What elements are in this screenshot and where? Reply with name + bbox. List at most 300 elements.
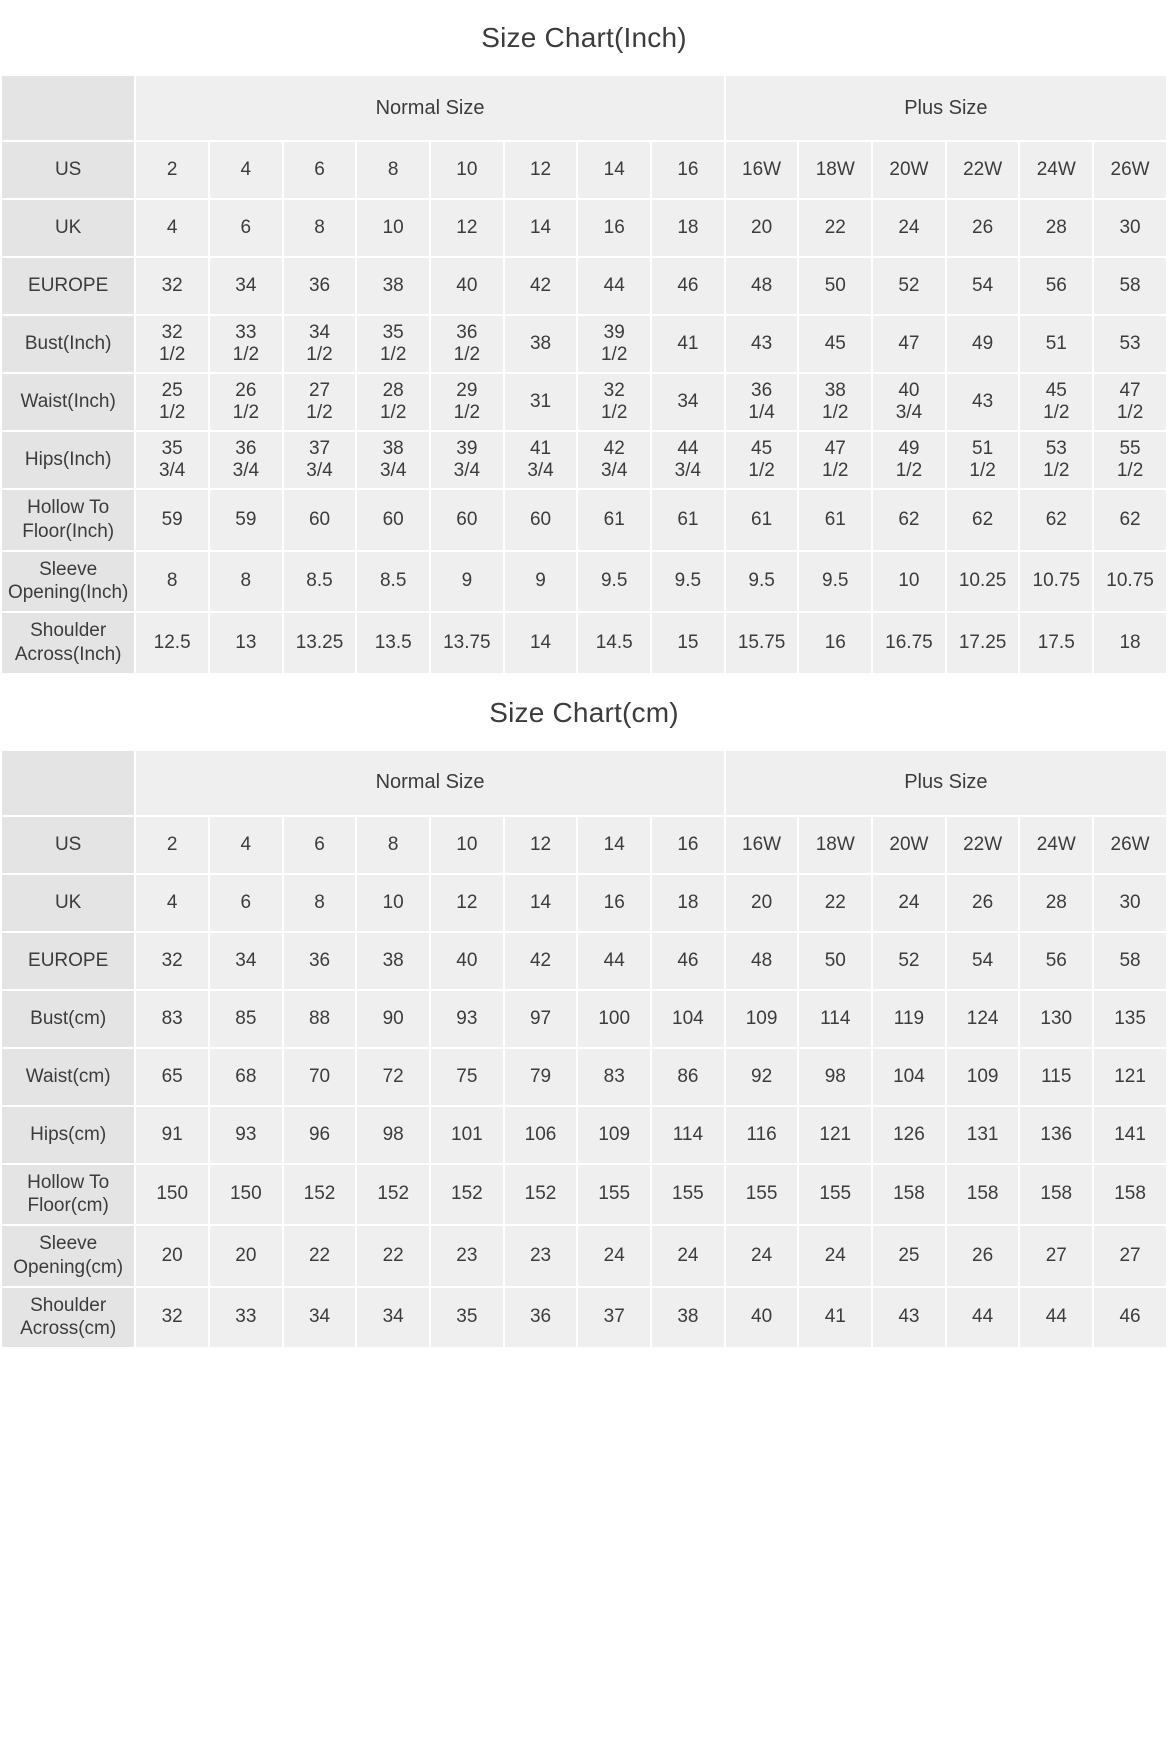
cell-r1-c4: 12	[430, 874, 504, 932]
cell-r0-c3: 8	[356, 141, 430, 199]
cell-r5-c8: 45 1/2	[725, 431, 799, 489]
cell-r4-c5: 79	[504, 1048, 578, 1106]
cell-r1-c7: 18	[651, 874, 725, 932]
cell-r8-c13: 18	[1093, 612, 1167, 674]
table-row	[1, 612, 1167, 674]
cell-r1-c9: 22	[798, 874, 872, 932]
cell-r8-c4: 35	[430, 1287, 504, 1349]
table-group-header-row	[1, 75, 1167, 141]
table-row	[1, 1287, 1167, 1349]
cell-r0-c6: 14	[577, 141, 651, 199]
group-header-1: Plus Size	[725, 750, 1167, 816]
cell-r8-c5: 36	[504, 1287, 578, 1349]
row-header-0: US	[1, 816, 135, 874]
cell-r4-c8: 36 1/4	[725, 373, 799, 431]
cell-r6-c2: 60	[283, 489, 357, 551]
cell-r3-c12: 51	[1019, 315, 1093, 373]
cell-r2-c9: 50	[798, 257, 872, 315]
cell-r7-c2: 22	[283, 1225, 357, 1287]
cell-r0-c9: 18W	[798, 141, 872, 199]
cell-r3-c1: 33 1/2	[209, 315, 283, 373]
row-header-3: Bust(cm)	[1, 990, 135, 1048]
cell-r6-c7: 155	[651, 1164, 725, 1226]
cell-r6-c5: 60	[504, 489, 578, 551]
table-row	[1, 489, 1167, 551]
cell-r2-c10: 52	[872, 932, 946, 990]
cell-r2-c6: 44	[577, 932, 651, 990]
cell-r4-c3: 72	[356, 1048, 430, 1106]
cell-r5-c4: 101	[430, 1106, 504, 1164]
cell-r4-c7: 86	[651, 1048, 725, 1106]
cell-r6-c9: 155	[798, 1164, 872, 1226]
cell-r5-c10: 49 1/2	[872, 431, 946, 489]
cell-r3-c6: 39 1/2	[577, 315, 651, 373]
cell-r6-c4: 152	[430, 1164, 504, 1226]
cell-r0-c13: 26W	[1093, 816, 1167, 874]
cell-r8-c3: 13.5	[356, 612, 430, 674]
cell-r8-c2: 34	[283, 1287, 357, 1349]
row-header-0: US	[1, 141, 135, 199]
cell-r6-c4: 60	[430, 489, 504, 551]
cell-r8-c9: 41	[798, 1287, 872, 1349]
cell-r8-c13: 46	[1093, 1287, 1167, 1349]
cell-r2-c1: 34	[209, 257, 283, 315]
cell-r4-c2: 27 1/2	[283, 373, 357, 431]
cell-r5-c1: 93	[209, 1106, 283, 1164]
cell-r4-c5: 31	[504, 373, 578, 431]
cell-r5-c7: 44 3/4	[651, 431, 725, 489]
table-row	[1, 551, 1167, 613]
cell-r4-c2: 70	[283, 1048, 357, 1106]
cell-r0-c11: 22W	[946, 141, 1020, 199]
cell-r1-c13: 30	[1093, 874, 1167, 932]
cell-r6-c12: 158	[1019, 1164, 1093, 1226]
cell-r4-c7: 34	[651, 373, 725, 431]
cell-r2-c7: 46	[651, 257, 725, 315]
cell-r1-c12: 28	[1019, 874, 1093, 932]
cell-r7-c2: 8.5	[283, 551, 357, 613]
cell-r0-c4: 10	[430, 816, 504, 874]
cell-r6-c7: 61	[651, 489, 725, 551]
table-row	[1, 315, 1167, 373]
cell-r7-c3: 8.5	[356, 551, 430, 613]
cell-r5-c12: 136	[1019, 1106, 1093, 1164]
cell-r8-c8: 15.75	[725, 612, 799, 674]
cell-r1-c1: 6	[209, 874, 283, 932]
cell-r1-c0: 4	[135, 199, 209, 257]
cell-r0-c8: 16W	[725, 141, 799, 199]
cell-r3-c2: 88	[283, 990, 357, 1048]
cell-r6-c5: 152	[504, 1164, 578, 1226]
table-row	[1, 373, 1167, 431]
cell-r6-c1: 59	[209, 489, 283, 551]
cell-r0-c8: 16W	[725, 816, 799, 874]
row-header-1: UK	[1, 199, 135, 257]
cell-r0-c10: 20W	[872, 141, 946, 199]
cell-r7-c7: 24	[651, 1225, 725, 1287]
cell-r0-c5: 12	[504, 141, 578, 199]
cell-r0-c7: 16	[651, 141, 725, 199]
cell-r0-c2: 6	[283, 141, 357, 199]
cell-r2-c9: 50	[798, 932, 872, 990]
cell-r5-c13: 55 1/2	[1093, 431, 1167, 489]
cell-r1-c8: 20	[725, 199, 799, 257]
cell-r3-c7: 104	[651, 990, 725, 1048]
cell-r8-c6: 14.5	[577, 612, 651, 674]
cell-r4-c4: 29 1/2	[430, 373, 504, 431]
cell-r0-c1: 4	[209, 816, 283, 874]
cell-r6-c13: 62	[1093, 489, 1167, 551]
cell-r4-c3: 28 1/2	[356, 373, 430, 431]
cell-r0-c13: 26W	[1093, 141, 1167, 199]
table-row	[1, 141, 1167, 199]
cell-r7-c13: 10.75	[1093, 551, 1167, 613]
cell-r5-c9: 47 1/2	[798, 431, 872, 489]
cell-r5-c6: 109	[577, 1106, 651, 1164]
row-header-5: Hips(cm)	[1, 1106, 135, 1164]
cell-r1-c5: 14	[504, 199, 578, 257]
table-group-header-row	[1, 750, 1167, 816]
group-header-1: Plus Size	[725, 75, 1167, 141]
cell-r0-c12: 24W	[1019, 141, 1093, 199]
cell-r2-c11: 54	[946, 257, 1020, 315]
cell-r4-c1: 68	[209, 1048, 283, 1106]
cell-r6-c10: 158	[872, 1164, 946, 1226]
cell-r5-c5: 41 3/4	[504, 431, 578, 489]
cell-r6-c9: 61	[798, 489, 872, 551]
cell-r4-c0: 25 1/2	[135, 373, 209, 431]
cell-r4-c0: 65	[135, 1048, 209, 1106]
cell-r3-c3: 35 1/2	[356, 315, 430, 373]
table-row	[1, 932, 1167, 990]
cell-r7-c6: 24	[577, 1225, 651, 1287]
cell-r6-c8: 61	[725, 489, 799, 551]
cell-r7-c5: 9	[504, 551, 578, 613]
cell-r1-c4: 12	[430, 199, 504, 257]
cell-r8-c11: 44	[946, 1287, 1020, 1349]
cell-r5-c13: 141	[1093, 1106, 1167, 1164]
cell-r8-c5: 14	[504, 612, 578, 674]
row-header-4: Waist(Inch)	[1, 373, 135, 431]
cell-r3-c12: 130	[1019, 990, 1093, 1048]
cell-r3-c7: 41	[651, 315, 725, 373]
cell-r3-c0: 32 1/2	[135, 315, 209, 373]
cell-r4-c12: 45 1/2	[1019, 373, 1093, 431]
cell-r5-c12: 53 1/2	[1019, 431, 1093, 489]
cell-r0-c1: 4	[209, 141, 283, 199]
cell-r8-c3: 34	[356, 1287, 430, 1349]
cell-r1-c13: 30	[1093, 199, 1167, 257]
group-header-0: Normal Size	[135, 75, 724, 141]
cell-r0-c2: 6	[283, 816, 357, 874]
cell-r8-c7: 15	[651, 612, 725, 674]
cell-r5-c0: 91	[135, 1106, 209, 1164]
cell-r6-c8: 155	[725, 1164, 799, 1226]
cell-r3-c4: 93	[430, 990, 504, 1048]
cell-r4-c13: 47 1/2	[1093, 373, 1167, 431]
cell-r7-c9: 24	[798, 1225, 872, 1287]
cell-r7-c13: 27	[1093, 1225, 1167, 1287]
cell-r7-c12: 27	[1019, 1225, 1093, 1287]
cell-r1-c6: 16	[577, 199, 651, 257]
cell-r3-c1: 85	[209, 990, 283, 1048]
cell-r3-c5: 38	[504, 315, 578, 373]
cell-r7-c4: 23	[430, 1225, 504, 1287]
cell-r0-c7: 16	[651, 816, 725, 874]
table-row	[1, 257, 1167, 315]
row-header-6: Hollow To Floor(Inch)	[1, 489, 135, 551]
cell-r1-c0: 4	[135, 874, 209, 932]
table-row	[1, 199, 1167, 257]
cell-r7-c10: 10	[872, 551, 946, 613]
cell-r6-c11: 158	[946, 1164, 1020, 1226]
row-header-2: EUROPE	[1, 257, 135, 315]
cell-r2-c13: 58	[1093, 932, 1167, 990]
chart-title-1: Size Chart(cm)	[489, 696, 679, 728]
cell-r3-c6: 100	[577, 990, 651, 1048]
cell-r5-c3: 98	[356, 1106, 430, 1164]
cell-r7-c12: 10.75	[1019, 551, 1093, 613]
cell-r1-c12: 28	[1019, 199, 1093, 257]
table-row	[1, 1048, 1167, 1106]
cell-r7-c8: 24	[725, 1225, 799, 1287]
cell-r1-c10: 24	[872, 874, 946, 932]
size-table-1	[0, 749, 1168, 1350]
cell-r3-c10: 47	[872, 315, 946, 373]
cell-r8-c0: 32	[135, 1287, 209, 1349]
cell-r8-c2: 13.25	[283, 612, 357, 674]
cell-r5-c11: 51 1/2	[946, 431, 1020, 489]
cell-r2-c0: 32	[135, 257, 209, 315]
cell-r7-c10: 25	[872, 1225, 946, 1287]
cell-r2-c7: 46	[651, 932, 725, 990]
cell-r3-c8: 109	[725, 990, 799, 1048]
cell-r6-c1: 150	[209, 1164, 283, 1226]
cell-r8-c10: 16.75	[872, 612, 946, 674]
cell-r1-c5: 14	[504, 874, 578, 932]
cell-r6-c12: 62	[1019, 489, 1093, 551]
cell-r0-c0: 2	[135, 141, 209, 199]
cell-r4-c1: 26 1/2	[209, 373, 283, 431]
cell-r4-c6: 83	[577, 1048, 651, 1106]
cell-r3-c4: 36 1/2	[430, 315, 504, 373]
cell-r7-c6: 9.5	[577, 551, 651, 613]
cell-r5-c11: 131	[946, 1106, 1020, 1164]
cell-r5-c2: 37 3/4	[283, 431, 357, 489]
cell-r2-c3: 38	[356, 932, 430, 990]
cell-r3-c11: 49	[946, 315, 1020, 373]
cell-r4-c11: 43	[946, 373, 1020, 431]
cell-r8-c6: 37	[577, 1287, 651, 1349]
cell-r0-c11: 22W	[946, 816, 1020, 874]
row-header-1: UK	[1, 874, 135, 932]
cell-r7-c0: 20	[135, 1225, 209, 1287]
cell-r4-c4: 75	[430, 1048, 504, 1106]
cell-r4-c6: 32 1/2	[577, 373, 651, 431]
cell-r1-c1: 6	[209, 199, 283, 257]
cell-r3-c8: 43	[725, 315, 799, 373]
cell-r1-c10: 24	[872, 199, 946, 257]
cell-r5-c10: 126	[872, 1106, 946, 1164]
row-header-5: Hips(Inch)	[1, 431, 135, 489]
cell-r6-c11: 62	[946, 489, 1020, 551]
cell-r7-c11: 10.25	[946, 551, 1020, 613]
cell-r2-c11: 54	[946, 932, 1020, 990]
cell-r7-c3: 22	[356, 1225, 430, 1287]
cell-r2-c8: 48	[725, 932, 799, 990]
table-corner-cell	[1, 750, 135, 816]
table-row	[1, 1106, 1167, 1164]
cell-r7-c4: 9	[430, 551, 504, 613]
cell-r3-c13: 53	[1093, 315, 1167, 373]
cell-r5-c8: 116	[725, 1106, 799, 1164]
cell-r8-c8: 40	[725, 1287, 799, 1349]
cell-r0-c5: 12	[504, 816, 578, 874]
cell-r8-c1: 33	[209, 1287, 283, 1349]
cell-r7-c0: 8	[135, 551, 209, 613]
cell-r2-c4: 40	[430, 932, 504, 990]
cell-r3-c13: 135	[1093, 990, 1167, 1048]
cell-r1-c7: 18	[651, 199, 725, 257]
cell-r2-c12: 56	[1019, 932, 1093, 990]
table-row	[1, 816, 1167, 874]
cell-r1-c3: 10	[356, 199, 430, 257]
cell-r6-c2: 152	[283, 1164, 357, 1226]
cell-r3-c9: 45	[798, 315, 872, 373]
cell-r6-c6: 155	[577, 1164, 651, 1226]
cell-r5-c7: 114	[651, 1106, 725, 1164]
row-header-7: Sleeve Opening(cm)	[1, 1225, 135, 1287]
cell-r5-c6: 42 3/4	[577, 431, 651, 489]
table-row	[1, 431, 1167, 489]
cell-r7-c1: 20	[209, 1225, 283, 1287]
table-corner-cell	[1, 75, 135, 141]
cell-r0-c6: 14	[577, 816, 651, 874]
cell-r5-c2: 96	[283, 1106, 357, 1164]
cell-r0-c9: 18W	[798, 816, 872, 874]
cell-r4-c9: 38 1/2	[798, 373, 872, 431]
cell-r2-c1: 34	[209, 932, 283, 990]
cell-r8-c11: 17.25	[946, 612, 1020, 674]
table-row	[1, 874, 1167, 932]
cell-r6-c0: 59	[135, 489, 209, 551]
cell-r7-c1: 8	[209, 551, 283, 613]
cell-r0-c0: 2	[135, 816, 209, 874]
row-header-2: EUROPE	[1, 932, 135, 990]
cell-r3-c5: 97	[504, 990, 578, 1048]
cell-r7-c5: 23	[504, 1225, 578, 1287]
cell-r0-c10: 20W	[872, 816, 946, 874]
cell-r1-c6: 16	[577, 874, 651, 932]
cell-r2-c5: 42	[504, 932, 578, 990]
cell-r0-c12: 24W	[1019, 816, 1093, 874]
cell-r1-c8: 20	[725, 874, 799, 932]
cell-r3-c2: 34 1/2	[283, 315, 357, 373]
row-header-6: Hollow To Floor(cm)	[1, 1164, 135, 1226]
cell-r2-c2: 36	[283, 257, 357, 315]
cell-r2-c3: 38	[356, 257, 430, 315]
cell-r5-c5: 106	[504, 1106, 578, 1164]
cell-r4-c10: 40 3/4	[872, 373, 946, 431]
cell-r4-c12: 115	[1019, 1048, 1093, 1106]
cell-r3-c0: 83	[135, 990, 209, 1048]
cell-r6-c10: 62	[872, 489, 946, 551]
cell-r7-c9: 9.5	[798, 551, 872, 613]
cell-r1-c3: 10	[356, 874, 430, 932]
cell-r8-c0: 12.5	[135, 612, 209, 674]
row-header-8: Shoulder Across(cm)	[1, 1287, 135, 1349]
cell-r4-c10: 104	[872, 1048, 946, 1106]
table-row	[1, 1164, 1167, 1226]
cell-r2-c13: 58	[1093, 257, 1167, 315]
size-table-0	[0, 74, 1168, 675]
cell-r2-c4: 40	[430, 257, 504, 315]
cell-r2-c0: 32	[135, 932, 209, 990]
cell-r8-c1: 13	[209, 612, 283, 674]
cell-r0-c4: 10	[430, 141, 504, 199]
cell-r5-c1: 36 3/4	[209, 431, 283, 489]
cell-r4-c8: 92	[725, 1048, 799, 1106]
cell-r8-c10: 43	[872, 1287, 946, 1349]
cell-r2-c8: 48	[725, 257, 799, 315]
row-header-4: Waist(cm)	[1, 1048, 135, 1106]
cell-r1-c11: 26	[946, 874, 1020, 932]
group-header-0: Normal Size	[135, 750, 724, 816]
cell-r2-c12: 56	[1019, 257, 1093, 315]
cell-r2-c6: 44	[577, 257, 651, 315]
cell-r4-c11: 109	[946, 1048, 1020, 1106]
cell-r8-c12: 17.5	[1019, 612, 1093, 674]
cell-r8-c9: 16	[798, 612, 872, 674]
cell-r7-c7: 9.5	[651, 551, 725, 613]
cell-r2-c2: 36	[283, 932, 357, 990]
cell-r3-c9: 114	[798, 990, 872, 1048]
cell-r8-c12: 44	[1019, 1287, 1093, 1349]
cell-r6-c3: 60	[356, 489, 430, 551]
row-header-3: Bust(Inch)	[1, 315, 135, 373]
table-row	[1, 990, 1167, 1048]
cell-r6-c13: 158	[1093, 1164, 1167, 1226]
cell-r6-c3: 152	[356, 1164, 430, 1226]
cell-r4-c9: 98	[798, 1048, 872, 1106]
chart-title-0: Size Chart(Inch)	[481, 22, 687, 53]
row-header-7: Sleeve Opening(Inch)	[1, 551, 135, 613]
cell-r4-c13: 121	[1093, 1048, 1167, 1106]
cell-r8-c4: 13.75	[430, 612, 504, 674]
table-row	[1, 1225, 1167, 1287]
cell-r3-c3: 90	[356, 990, 430, 1048]
cell-r2-c10: 52	[872, 257, 946, 315]
cell-r5-c3: 38 3/4	[356, 431, 430, 489]
cell-r1-c9: 22	[798, 199, 872, 257]
cell-r5-c4: 39 3/4	[430, 431, 504, 489]
cell-r3-c10: 119	[872, 990, 946, 1048]
cell-r1-c2: 8	[283, 874, 357, 932]
cell-r0-c3: 8	[356, 816, 430, 874]
cell-r8-c7: 38	[651, 1287, 725, 1349]
row-header-8: Shoulder Across(Inch)	[1, 612, 135, 674]
cell-r2-c5: 42	[504, 257, 578, 315]
cell-r6-c6: 61	[577, 489, 651, 551]
cell-r1-c2: 8	[283, 199, 357, 257]
cell-r5-c0: 35 3/4	[135, 431, 209, 489]
cell-r7-c11: 26	[946, 1225, 1020, 1287]
cell-r3-c11: 124	[946, 990, 1020, 1048]
cell-r7-c8: 9.5	[725, 551, 799, 613]
cell-r6-c0: 150	[135, 1164, 209, 1226]
cell-r1-c11: 26	[946, 199, 1020, 257]
cell-r5-c9: 121	[798, 1106, 872, 1164]
